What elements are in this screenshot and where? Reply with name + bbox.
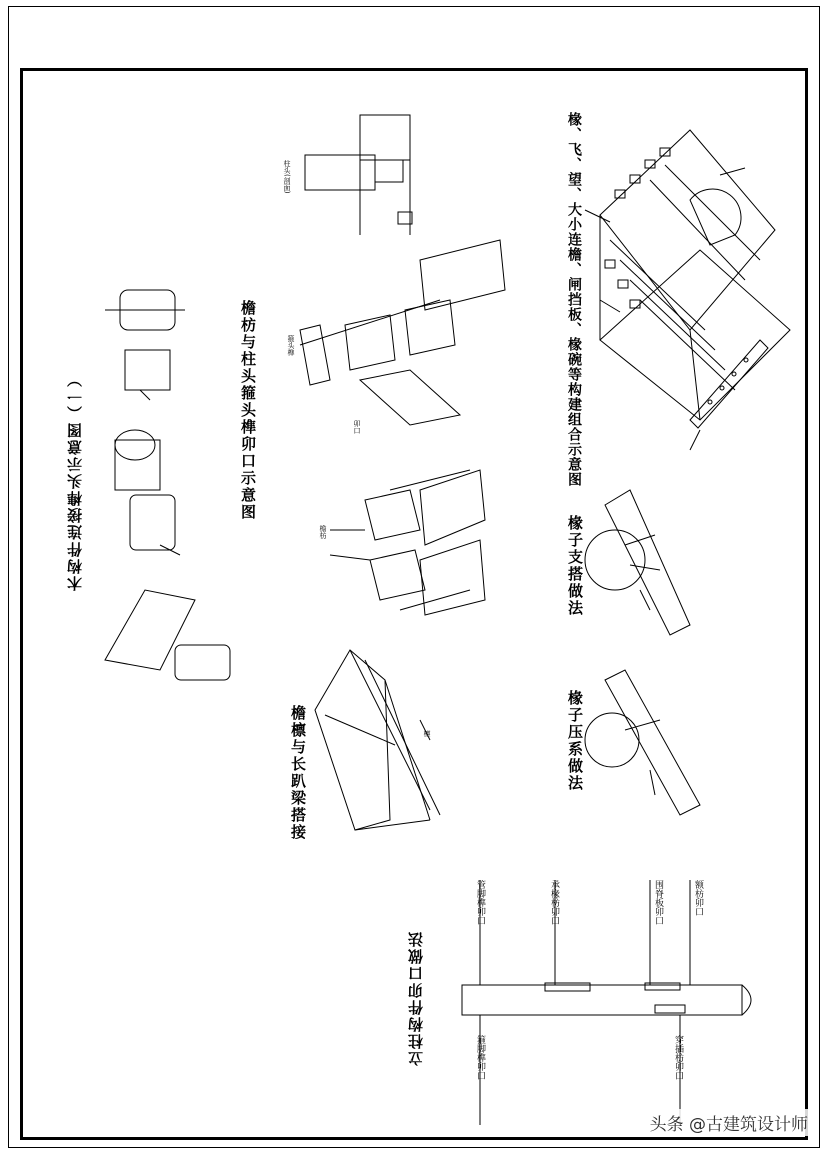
label-chuancha-mortise: 穿插枋卯口 — [673, 1035, 683, 1080]
column-mortise-title: 立柱构件卯口做法 — [407, 930, 425, 1066]
rafter-cross-title: 椽子压系做法 — [566, 690, 584, 792]
rafter-cross-drawing — [585, 670, 700, 815]
rafter-support-drawing — [585, 490, 690, 635]
label-gujiao-mortise: 箍脚榫卯口 — [475, 1035, 485, 1080]
eave-purlin-drawing — [315, 650, 440, 830]
rafter-assembly-title: 椽、飞、望、大小连檐、闸挡板、椽碗等构建组合示意图 — [566, 112, 582, 487]
label-chengchuan-mortise: 承椽枋卯口 — [549, 880, 559, 925]
rafter-support-title: 椽子支搭做法 — [566, 515, 584, 617]
column-tenons-drawing — [105, 290, 230, 680]
label-purlin: 檩 — [423, 730, 431, 737]
purlin-joint-drawing — [300, 115, 505, 425]
purlin-joint-title: 檐枋与柱头箍头榫卯口示意图 — [239, 300, 257, 521]
label-mortise-detail: 卯口 — [353, 420, 361, 434]
column-tenon-title: 木构件连接榫头示意图（一） — [66, 370, 84, 591]
watermark-text: 头条 @古建筑设计师 — [646, 1109, 812, 1136]
tenon-blocks-drawing — [330, 470, 485, 615]
label-tenon-detail: 箍头榫 — [287, 335, 295, 356]
column-mortise-drawing — [462, 880, 751, 1125]
label-guanjiao-mortise: 管脚榫卯口 — [475, 880, 485, 925]
eave-purlin-title: 檐檩与长趴梁搭接 — [289, 705, 307, 841]
rafter-assembly-drawing — [585, 130, 790, 450]
label-e-fang-mortise: 额枋卯口 — [693, 880, 703, 916]
label-weiji-mortise: 围脊板卯口 — [653, 880, 663, 925]
label-beam: 檐枋 — [319, 525, 327, 539]
label-column-head: 柱头(剖面) — [283, 160, 291, 194]
